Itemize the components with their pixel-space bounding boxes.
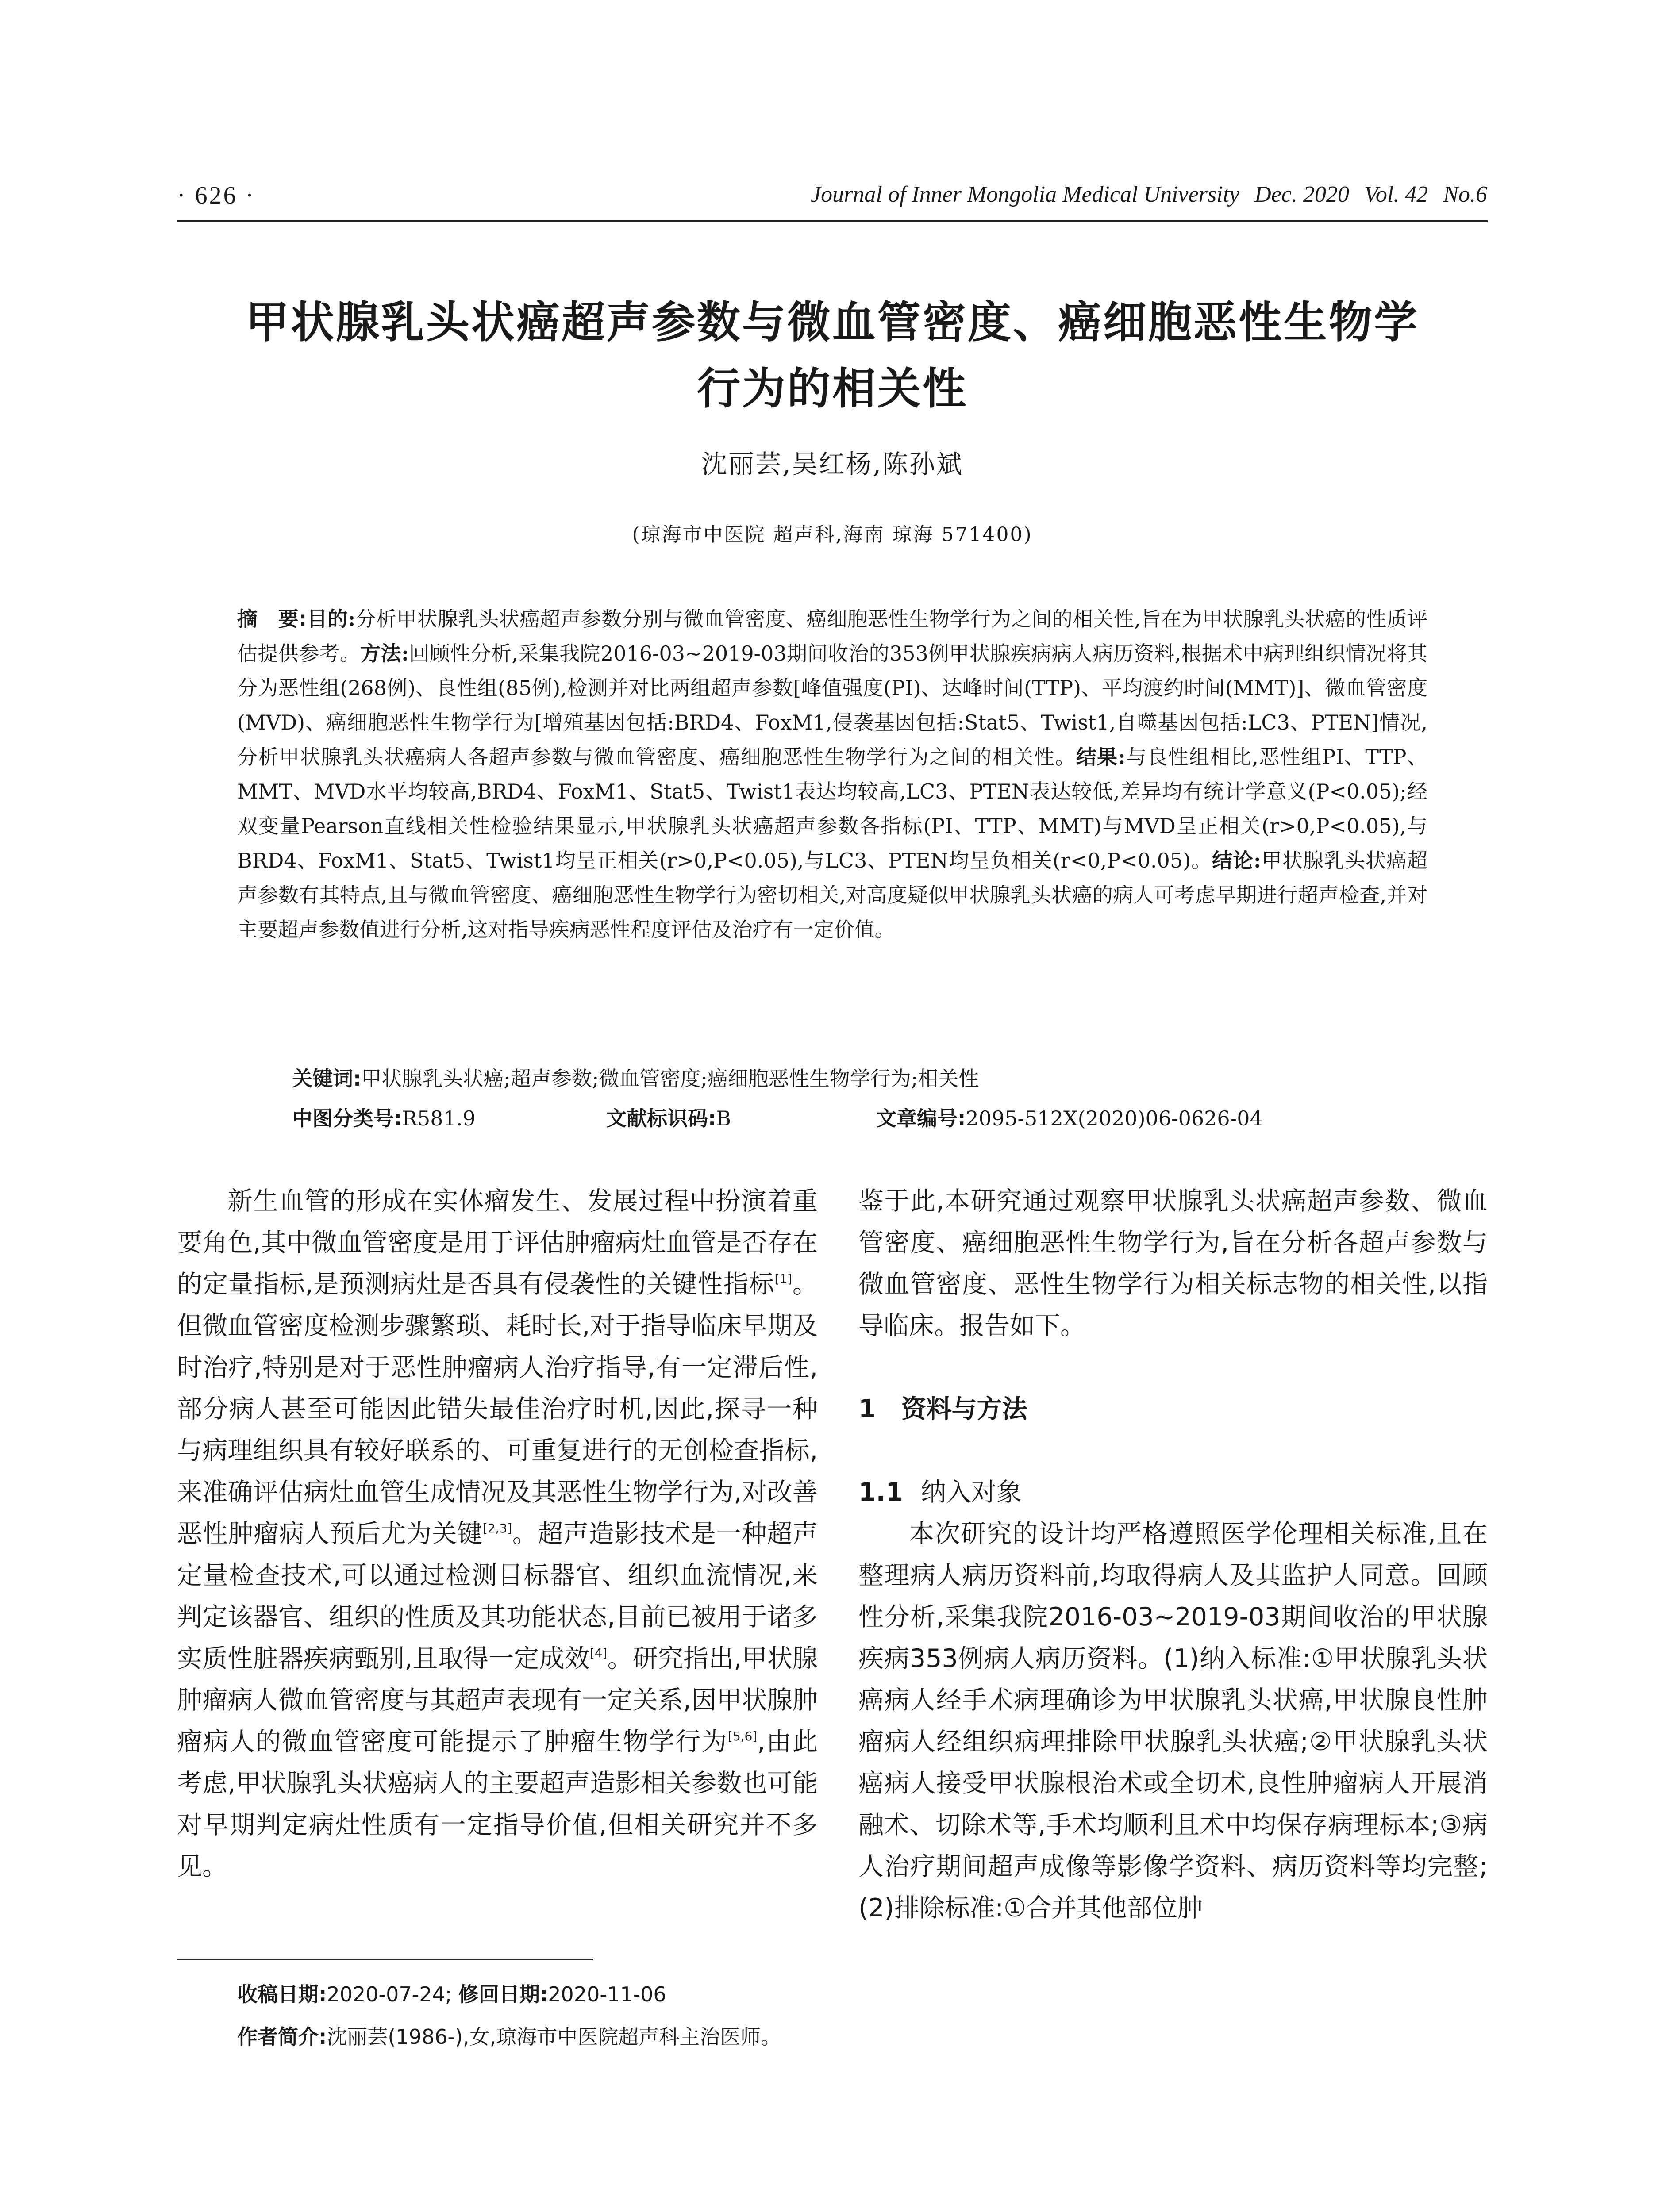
journal-issue: No.6 xyxy=(1443,182,1487,207)
footnote-rule xyxy=(177,1959,593,1960)
body-paragraph: 本次研究的设计均严格遵照医学伦理相关标准,且在整理病人病历资料前,均取得病人及其监护人同意。回顾性分析,采集我院2016-03~2019-03期间收治的甲状腺疾病353例病人病历资料。(1)纳入标准:①甲状腺乳头状癌病人经手术病理确诊为甲状腺乳头状癌,甲状腺良性肿瘤病人经组织病理排除甲状腺乳头状癌;②甲状腺乳头状癌病人接受甲状腺根治术或全切术,良性肿瘤病人开展消融术、切除术等,手术均顺利且术中均保存病理标本;③病人治疗期间超声成像等影像学资料、病历资料等均完整;(2)排除标准:①合并其他部位肿 xyxy=(858,1519,1488,1923)
keywords-text: 甲状腺乳头状癌;超声参数;微血管密度;癌细胞恶性生物学行为;相关性 xyxy=(361,1067,979,1091)
methods-text: 回顾性分析,采集我院2016-03~2019-03期间收治的353例甲状腺疾病病人病历资料,根据术中病理组织情况将其分为恶性组(268例)、良性组(85例),检测并对比两组超声参数[峰值强度(PI)、达峰时间(TTP)、平均渡约时间(MMT)]、微血管密度(MVD)、癌细胞恶性生物学行为[增殖基因包括:BRD4、FoxM1,侵袭基因包括:Stat5、Twist1,自噬基因包括:LC3、PTEN]情况,分析甲状腺乳头状癌病人各超声参数与微血管密度、癌细胞恶性生物学行为之间的相关性。 xyxy=(237,641,1427,769)
citation: [1] xyxy=(774,1271,793,1286)
clc-value: R581.9 xyxy=(402,1106,476,1130)
article-value: 2095-512X(2020)06-0626-04 xyxy=(966,1106,1263,1130)
keywords-label: 关键词: xyxy=(292,1067,362,1091)
methods-label: 方法: xyxy=(360,641,409,665)
abstract xyxy=(237,602,1427,947)
journal-header xyxy=(811,181,1487,207)
citation: [5,6] xyxy=(727,1729,758,1743)
objective-text: 分析甲状腺乳头状癌超声参数分别与微血管密度、癌细胞恶性生物学行为之间的相关性,旨在为甲状腺乳头状癌的性质评估提供参考。 xyxy=(237,607,1427,665)
right-column xyxy=(858,1180,1488,1929)
subsection-heading: 1.1 纳入对象 xyxy=(858,1478,1022,1507)
clc-number xyxy=(292,1102,476,1132)
footnote-author: 作者简介:沈丽芸(1986-),女,琼海市中医院超声科主治医师。 xyxy=(237,2025,781,2049)
page-number: · 626 · xyxy=(177,182,256,209)
affiliation: (琼海市中医院 超声科,海南 琼海 571400) xyxy=(632,523,1033,546)
article-title-line1: 甲状腺乳头状癌超声参数与微血管密度、癌细胞恶性生物学 xyxy=(245,297,1419,348)
document-code xyxy=(606,1102,731,1132)
citation: [4] xyxy=(589,1646,608,1660)
footnote-dates: 收稿日期:2020-07-24; 修回日期:2020-11-06 xyxy=(237,1982,666,2006)
conclusion-text: 甲状腺乳头状癌超声参数有其特点,且与微血管密度、癌细胞恶性生物学行为密切相关,对高度疑似甲状腺乳头状癌的病人可考虑早期进行超声检查,并对主要超声参数值进行分析,这对指导疾病恶性程度评估及治疗有一定价值。 xyxy=(237,849,1427,941)
section-heading: 1 资料与方法 xyxy=(858,1394,1027,1424)
results-label: 结果: xyxy=(1076,745,1126,769)
conclusion-label: 结论: xyxy=(1212,849,1262,872)
objective-label: 目的: xyxy=(307,607,356,631)
clc-label: 中图分类号: xyxy=(292,1106,402,1130)
abstract-label: 摘 要: xyxy=(237,607,307,631)
journal-name: Journal of Inner Mongolia Medical University xyxy=(811,182,1240,207)
author-list: 沈丽芸,吴红杨,陈孙斌 xyxy=(701,449,963,479)
citation: [2,3] xyxy=(482,1521,512,1536)
header-rule xyxy=(177,220,1488,222)
body-paragraph: 鉴于此,本研究通过观察甲状腺乳头状癌超声参数、微血管密度、癌细胞恶性生物学行为,旨在分析各超声参数与微血管密度、恶性生物学行为相关标志物的相关性,以指导临床。报告如下。 xyxy=(858,1187,1488,1340)
doc-value: B xyxy=(716,1106,731,1130)
body-paragraph: 新生血管的形成在实体瘤发生、发展过程中扮演着重要角色,其中微血管密度是用于评估肿瘤病灶血管是否存在的定量指标,是预测病灶是否具有侵袭性的关键性指标[1]。但微血管密度检测步骤繁琐、耗时长,对于指导临床早期及时治疗,特别是对于恶性肿瘤病人治疗指导,有一定滞后性,部分病人甚至可能因此错失最佳治疗时机,因此,探寻一种与病理组织具有较好联系的、可重复进行的无创检查指标,来准确评估病灶血管生成情况及其恶性生物学行为,对改善恶性肿瘤病人预后尤为关键[2,3]。超声造影技术是一种超声定量检查技术,可以通过检测目标器官、组织血流情况,来判定该器官、组织的性质及其功能状态,目前已被用于诸多实质性脏器疾病甄别,且取得一定成效[4]。研究指出,甲状腺肿瘤病人微血管密度与其超声表现有一定关系,因甲状腺肿瘤病人的微血管密度可能提示了肿瘤生物学行为[5,6],由此考虑,甲状腺乳头状癌病人的主要超声造影相关参数也可能对早期判定病灶性质有一定指导价值,但相关研究并不多见。 xyxy=(177,1187,818,1881)
keywords xyxy=(292,1063,979,1092)
results-text: 与良性组相比,恶性组PI、TTP、MMT、MVD水平均较高,BRD4、FoxM1、Stat5、Twist1表达均较高,LC3、PTEN表达较低,差异均有统计学意义(P<0.05);经双变量Pearson直线相关性检验结果显示,甲状腺乳头状癌超声参数各指标(PI、TTP、MMT)与MVD呈正相关(r>0,P<0.05),与BRD4、FoxM1、Stat5、Twist1均呈正相关(r>0,P<0.05),与LC3、PTEN均呈负相关(r<0,P<0.05)。 xyxy=(237,745,1427,872)
left-column xyxy=(177,1180,818,1887)
journal-volume: Vol. 42 xyxy=(1364,182,1428,207)
article-number xyxy=(876,1102,1263,1132)
journal-date: Dec. 2020 xyxy=(1254,182,1349,207)
doc-label: 文献标识码: xyxy=(606,1106,716,1130)
article-title-line2: 行为的相关性 xyxy=(696,364,968,414)
article-label: 文章编号: xyxy=(876,1106,966,1130)
